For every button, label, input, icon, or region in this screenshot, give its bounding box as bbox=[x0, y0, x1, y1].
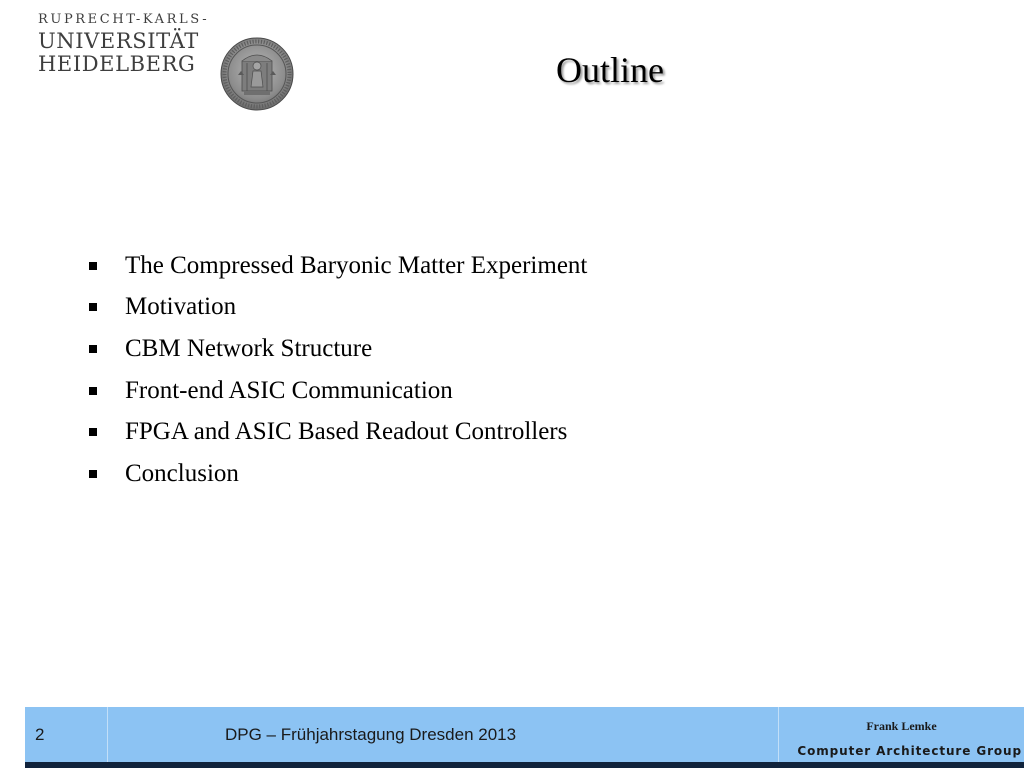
footer-event-title: DPG – Frühjahrstagung Dresden 2013 bbox=[225, 725, 517, 744]
footer-group-name: Computer Architecture Group bbox=[797, 744, 1022, 758]
footer-divider bbox=[107, 707, 108, 762]
outline-item-text: The Compressed Baryonic Matter Experiment bbox=[125, 251, 588, 279]
outline-item-text: CBM Network Structure bbox=[125, 334, 373, 362]
outline-item bbox=[86, 453, 587, 495]
university-seal-icon bbox=[220, 37, 294, 111]
outline-item-text: Motivation bbox=[125, 293, 237, 321]
logo-line-heidelberg: HEIDELBERG bbox=[38, 52, 196, 76]
outline-item bbox=[86, 411, 587, 453]
square-bullet-icon bbox=[89, 470, 97, 478]
footer-base-stripe bbox=[25, 762, 1024, 768]
page-number: 2 bbox=[35, 725, 45, 744]
outline-item bbox=[86, 287, 587, 329]
logo-line-universitaet: UNIVERSITÄT bbox=[38, 29, 199, 53]
square-bullet-icon bbox=[89, 262, 97, 270]
outline-item-text: FPGA and ASIC Based Readout Controllers bbox=[125, 418, 568, 446]
outline-item bbox=[86, 245, 587, 287]
square-bullet-icon bbox=[89, 387, 97, 395]
slide-title: Outline bbox=[556, 50, 664, 90]
outline-item bbox=[86, 370, 587, 412]
outline-item-text: Front-end ASIC Communication bbox=[125, 376, 453, 404]
square-bullet-icon bbox=[89, 303, 97, 311]
university-logo bbox=[38, 10, 209, 76]
logo-line-ruprecht: RUPRECHT-KARLS- bbox=[38, 12, 210, 27]
outline-item-text: Conclusion bbox=[125, 459, 239, 487]
square-bullet-icon bbox=[89, 428, 97, 436]
footer-author: Frank Lemke bbox=[866, 719, 937, 733]
outline-list bbox=[86, 245, 587, 495]
slide-footer bbox=[25, 707, 1024, 768]
outline-item bbox=[86, 328, 587, 370]
square-bullet-icon bbox=[89, 345, 97, 353]
